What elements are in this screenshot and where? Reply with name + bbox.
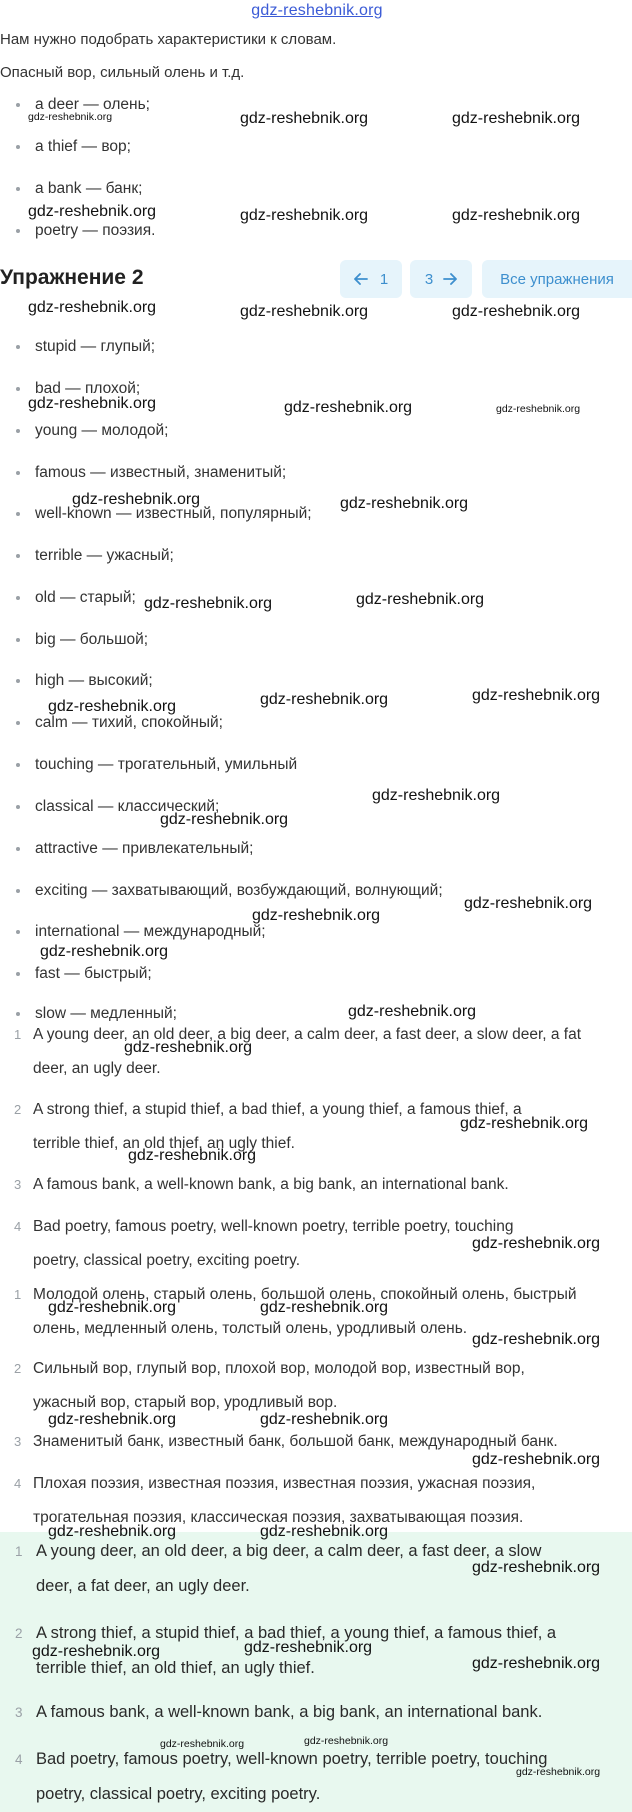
list-item: slow — медленный; bbox=[0, 1005, 177, 1021]
bullet-icon bbox=[16, 471, 20, 475]
intro-line-1: Нам нужно подобрать характеристики к словам. bbox=[0, 31, 337, 48]
bullet-icon bbox=[16, 889, 20, 893]
watermark: gdz-reshebnik.org bbox=[240, 207, 369, 224]
bullet-icon bbox=[16, 930, 20, 934]
watermark: gdz-reshebnik.org bbox=[348, 1003, 477, 1020]
watermark: gdz-reshebnik.org bbox=[496, 403, 581, 415]
watermark: gdz-reshebnik.org bbox=[472, 687, 601, 704]
bullet-icon bbox=[16, 847, 20, 851]
bullet-icon bbox=[16, 345, 20, 349]
watermark: gdz-reshebnik.org bbox=[452, 110, 581, 127]
watermark: gdz-reshebnik.org bbox=[260, 691, 389, 708]
watermark: gdz-reshebnik.org bbox=[252, 907, 381, 924]
watermark: gdz-reshebnik.org bbox=[160, 1738, 245, 1750]
list-item: famous — известный, знаменитый; bbox=[0, 462, 286, 484]
next-exercise-button[interactable]: 3 bbox=[410, 260, 472, 298]
watermark: gdz-reshebnik.org bbox=[40, 943, 169, 960]
site-link[interactable]: gdz-reshebnik.org bbox=[251, 2, 383, 19]
list-item: a thief — вор; bbox=[0, 136, 131, 158]
watermark: gdz-reshebnik.org bbox=[304, 1735, 389, 1747]
list-item: well-known — известный, популярный; bbox=[0, 503, 312, 525]
watermark: gdz-reshebnik.org bbox=[244, 1639, 373, 1656]
watermark: gdz-reshebnik.org bbox=[240, 303, 369, 320]
highlighted-answer-block: 1 A young deer, an old deer, a big deer, a calm deer, a fast deer, a slow deer, a fat deer, an ugly deer. 2 A strong thief, a stupid thief, a bad thief, a young thief, a famous thief, a terrible thief, an old thief, an ugly thief. 3 A famous bank, a well-known bank, a big bank, an international bank. 4 Bad poetry, famous poetry, well-known poetry, terrible poetry, touching poetry, classical poetry, exciting poetry. bbox=[0, 1532, 632, 1812]
list-item: touching — трогательный, умильный bbox=[0, 754, 297, 776]
watermark: gdz-reshebnik.org bbox=[144, 595, 273, 612]
watermark: gdz-reshebnik.org bbox=[472, 1331, 601, 1348]
bullet-icon bbox=[16, 145, 20, 149]
watermark: gdz-reshebnik.org bbox=[356, 591, 485, 608]
watermark: gdz-reshebnik.org bbox=[472, 1235, 601, 1252]
list-item: calm — тихий, спокойный; bbox=[0, 712, 223, 734]
list-item: exciting — захватывающий, возбуждающий, волнующий; bbox=[0, 880, 443, 902]
list-item: bad — плохой; bbox=[0, 378, 140, 400]
intro-line-2: Опасный вор, сильный олень и т.д. bbox=[0, 64, 245, 81]
bullet-icon bbox=[16, 187, 20, 191]
list-item: stupid — глупый; bbox=[0, 336, 155, 358]
arrow-right-icon bbox=[443, 273, 457, 285]
list-item: classical — классический; bbox=[0, 796, 219, 818]
watermark: gdz-reshebnik.org bbox=[128, 1147, 257, 1164]
list-item: a bank — банк; bbox=[0, 178, 142, 200]
arrow-left-icon bbox=[354, 273, 368, 285]
watermark: gdz-reshebnik.org bbox=[240, 110, 369, 127]
bullet-icon bbox=[16, 679, 20, 683]
bullet-icon bbox=[16, 596, 20, 600]
watermark: gdz-reshebnik.org bbox=[284, 399, 413, 416]
watermark: gdz-reshebnik.org bbox=[464, 895, 593, 912]
list-item: a deer — олень; bbox=[0, 94, 150, 116]
list-item: fast — быстрый; bbox=[0, 963, 152, 985]
bullet-icon bbox=[16, 512, 20, 516]
bullet-icon bbox=[16, 103, 20, 107]
list-item: old — старый; bbox=[0, 587, 136, 609]
bullet-icon bbox=[16, 721, 20, 725]
watermark: gdz-reshebnik.org bbox=[472, 1451, 601, 1468]
watermark: gdz-reshebnik.org bbox=[28, 111, 113, 123]
list-item: attractive — привлекательный; bbox=[0, 838, 253, 860]
watermark: gdz-reshebnik.org bbox=[260, 1299, 389, 1316]
watermark: gdz-reshebnik.org bbox=[472, 1655, 601, 1672]
bullet-icon bbox=[16, 763, 20, 767]
watermark: gdz-reshebnik.org bbox=[452, 207, 581, 224]
exercise-title: Упражнение 2 bbox=[0, 266, 144, 289]
list-item: poetry — поэзия. bbox=[0, 220, 155, 242]
watermark: gdz-reshebnik.org bbox=[28, 395, 157, 412]
bullet-icon bbox=[16, 387, 20, 391]
watermark: gdz-reshebnik.org bbox=[460, 1115, 589, 1132]
bullet-icon bbox=[16, 429, 20, 433]
watermark: gdz-reshebnik.org bbox=[48, 1523, 177, 1540]
watermark: gdz-reshebnik.org bbox=[516, 1766, 601, 1778]
prev-exercise-button[interactable]: 1 bbox=[340, 260, 402, 298]
watermark: gdz-reshebnik.org bbox=[28, 203, 157, 220]
bullet-icon bbox=[16, 805, 20, 809]
bullet-icon bbox=[16, 1012, 20, 1016]
watermark: gdz-reshebnik.org bbox=[340, 495, 469, 512]
watermark: gdz-reshebnik.org bbox=[32, 1643, 161, 1660]
list-item: international — международный; bbox=[0, 921, 266, 943]
bullet-icon bbox=[16, 229, 20, 233]
watermark: gdz-reshebnik.org bbox=[160, 811, 289, 828]
watermark: gdz-reshebnik.org bbox=[260, 1411, 389, 1428]
watermark: gdz-reshebnik.org bbox=[124, 1039, 253, 1056]
bullet-icon bbox=[16, 638, 20, 642]
bullet-icon bbox=[16, 554, 20, 558]
watermark: gdz-reshebnik.org bbox=[48, 1411, 177, 1428]
list-item: big — большой; bbox=[0, 629, 148, 651]
list-item: high — высокий; bbox=[0, 670, 153, 692]
watermark: gdz-reshebnik.org bbox=[48, 1299, 177, 1316]
watermark: gdz-reshebnik.org bbox=[260, 1523, 389, 1540]
watermark: gdz-reshebnik.org bbox=[72, 491, 201, 508]
list-item: terrible — ужасный; bbox=[0, 545, 174, 567]
watermark: gdz-reshebnik.org bbox=[472, 1559, 601, 1576]
list-item: young — молодой; bbox=[0, 420, 168, 442]
all-exercises-button[interactable]: Все упражнения bbox=[482, 260, 632, 298]
watermark: gdz-reshebnik.org bbox=[372, 787, 501, 804]
bullet-icon bbox=[16, 972, 20, 976]
watermark: gdz-reshebnik.org bbox=[28, 299, 157, 316]
watermark: gdz-reshebnik.org bbox=[452, 303, 581, 320]
watermark: gdz-reshebnik.org bbox=[48, 698, 177, 715]
